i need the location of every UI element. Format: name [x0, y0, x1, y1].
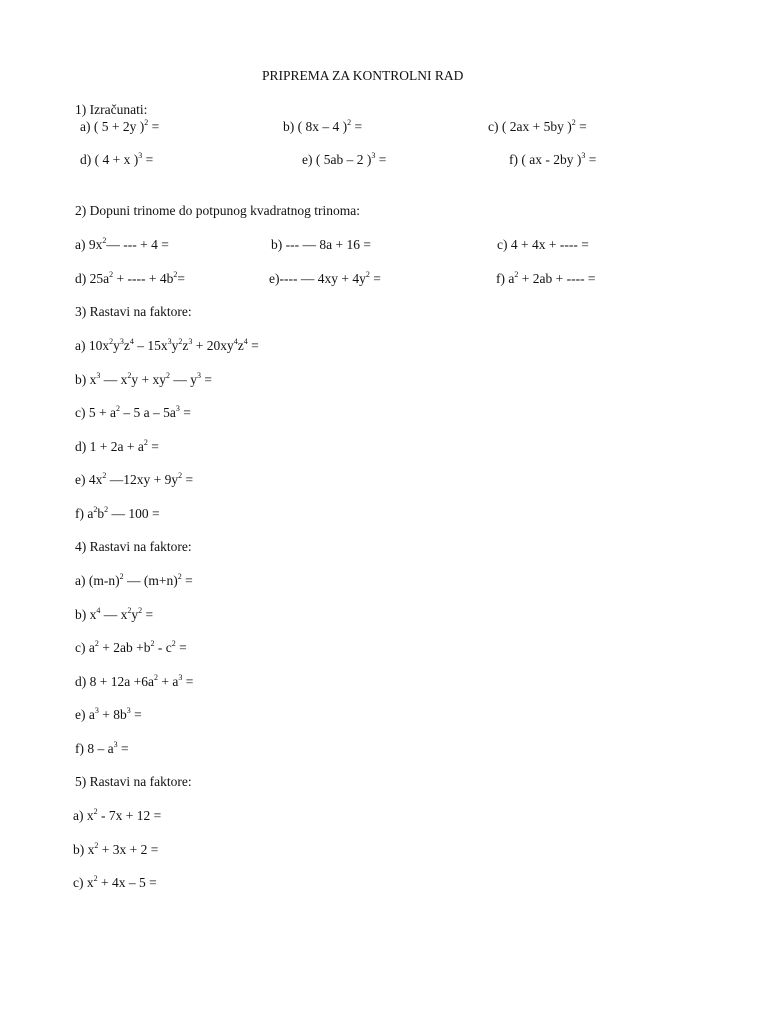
- task2-item-b: b) --- — 8a + 16 =: [271, 237, 371, 252]
- task4-item-b: b) $x^4$ — $x^2y^2$ =: [75, 606, 154, 622]
- task2-heading: 2) Dopuni trinome do potpunog kvadratnog trinoma:: [75, 203, 360, 218]
- task4-item-e: e) $a^3 + 8b^3$ =: [75, 706, 142, 722]
- task3-item-b: b) $x^3$ — $x^2y + xy^2$ — $y^3$ =: [75, 371, 212, 387]
- task1-item-c: c) ( 2ax + 5by )$^2$ =: [488, 118, 587, 134]
- task1-item-d: d) ( 4 + x )$^3$ =: [80, 151, 154, 167]
- task3-item-c: c) $5 + a^2 - 5$ a – $5a^3$ =: [75, 404, 191, 420]
- task2-item-a: a) $9x^2—$ --- + 4 =: [75, 236, 169, 252]
- task5-item-a: a) $x^2 - 7x + 12$ =: [73, 807, 162, 823]
- task1-item-b: b) ( 8x – 4 )$^2$ =: [283, 118, 363, 134]
- page-title: PRIPREMA ZA KONTROLNI RAD: [262, 68, 464, 83]
- task4-item-c: c) $a^2 + 2ab +b^2 - c^2$ =: [75, 639, 187, 655]
- task5-item-c: c) $x^2 + 4x - 5$ =: [73, 874, 157, 890]
- task4-item-f: f) $8 - a^3$ =: [75, 740, 129, 756]
- task4-heading: 4) Rastavi na faktore:: [75, 539, 192, 554]
- task3-heading: 3) Rastavi na faktore:: [75, 304, 192, 319]
- task2-item-f: f) $a^2 + 2ab$ + ---- =: [496, 270, 596, 286]
- task2-item-c: c) 4 + 4x + ---- =: [497, 237, 589, 252]
- task5-item-b: b) $x^2 + 3x + 2$ =: [73, 841, 159, 857]
- task2-item-d: d) $25a^2$ + ---- + $4b^2=$: [75, 270, 185, 286]
- task1-item-a: a) ( 5 + 2y )$^2$ =: [80, 118, 160, 134]
- task1-item-e: e) ( 5ab – 2 )$^3$ =: [302, 151, 387, 167]
- task1-heading: 1) Izračunati:: [75, 102, 148, 117]
- task4-item-a: a) $(m-n)^2$ — $(m+n)^2$ =: [75, 572, 193, 588]
- task4-item-d: d) $8 + 12a +6a^2 + a^3$ =: [75, 673, 194, 689]
- task5-heading: 5) Rastavi na faktore:: [75, 774, 192, 789]
- task3-item-f: f) $a^2b^2$ — 100 =: [75, 505, 160, 521]
- task1-item-f: f) ( ax - 2by )$^3$ =: [509, 151, 597, 167]
- task3-item-e: e) $4x^2$ —12xy + $9y^2$ =: [75, 471, 194, 487]
- task2-item-e: e)---- — $4xy + 4y^2$ =: [269, 270, 381, 286]
- task3-item-a: a) $10x^2y^3z^4 - 15x^3y^2z^3 + 20xy^4z^4$ =: [75, 337, 259, 353]
- task3-item-d: d) $1 + 2a + a^2$ =: [75, 438, 159, 454]
